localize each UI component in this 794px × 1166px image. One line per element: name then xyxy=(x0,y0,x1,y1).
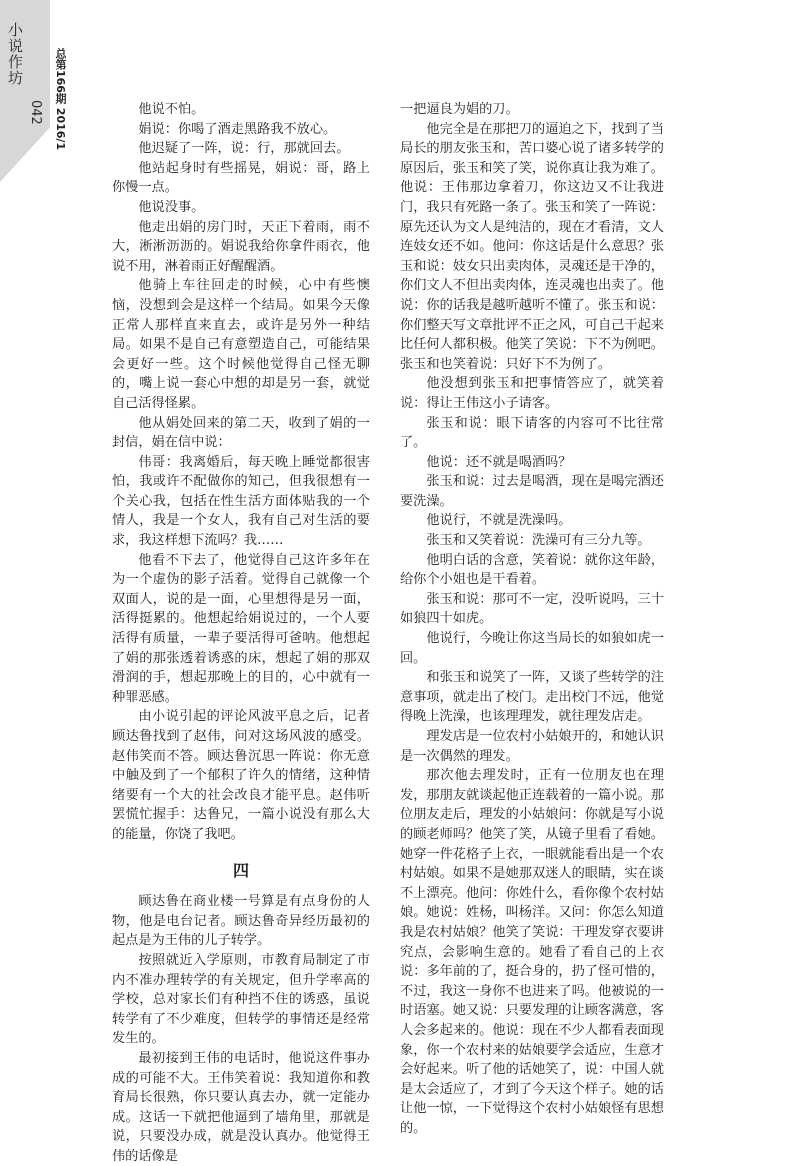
left-column xyxy=(112,100,370,1166)
paragraph: 他看不下去了，他觉得自己这许多年在为一个虚伪的影子活着。觉得自己就像一个双面人，说的是一面，心里想得是另一面，活得挺累的。他想起给娟说过的，一个人要活得有质量，一辈子要活得可爸呐。他想起了娟的那张透着诱惑的床，想起了娟的那双滑润的手，想起那晚上的目的，心中就有一种罪恶感。 xyxy=(112,552,370,705)
paragraph: 张玉和又笑着说：洗澡可有三分九等。 xyxy=(426,533,651,549)
paragraph: 他走出娟的房门时，天正下着雨，雨不大，淅淅沥沥的。娟说我给你拿件雨衣，他说不用，淋着雨正好醒醒酒。 xyxy=(112,219,370,274)
paragraph: 他说行，今晚让你这当局长的如狼如虎一回。 xyxy=(400,631,664,666)
paragraph: 一把逼良为娼的刀。 xyxy=(400,102,519,117)
paragraph: 理发店是一位农村小姑娘开的，和她认识是一次偶然的理发。 xyxy=(400,729,664,764)
paragraph: 他明白话的含意，笑着说：就你这年龄，给你个小姐也是干看着。 xyxy=(400,552,664,588)
section-heading: 四 xyxy=(232,860,249,880)
paragraph: 娟说：你喝了酒走黑路我不放心。 xyxy=(138,121,337,137)
paragraph: 按照就近入学原则，市教育局制定了市内不准办理转学的有关规定，但升学率高的学校，总对家长们有种挡不住的诱惑，虽说转学有了不少难度，但转学的事情还是经常发生的。 xyxy=(112,952,370,1047)
paragraph: 他说：还不就是喝酒吗？ xyxy=(426,454,572,470)
right-column xyxy=(400,100,664,1138)
paragraph: 由小说引起的评论风波平息之后，记者顾达鲁找到了赵伟，问对这场风波的感受。赵伟笑而不答。顾达鲁沉思一阵说：你无意中触及到了一个郁积了许久的情绪，这种情绪要有一个大的社会改良才能平息。赵伟听罢慌忙握手：达鲁兄，一篇小说没有那么大的能量，你饶了我吧。 xyxy=(112,709,370,842)
right-column-text xyxy=(400,100,664,1138)
paragraph: 顾达鲁在商业楼一号算是有点身份的人物，他是电台记者。顾达鲁奇异经历最初的起点是为王伟的儿子转学。 xyxy=(112,894,370,949)
paragraph: 最初接到王伟的电话时，他说这件事办成的可能不大。王伟笑着说：我知道你和教育局长很熟，你只要认真去办，就一定能办成。这话一下就把他逼到了墙角里，那就是说，只要没办成，就是没认真办。他觉得王伟的话像是 xyxy=(112,1050,370,1164)
page-number: 042 xyxy=(28,100,43,125)
paragraph: 那次他去理发时，正有一位朋友也在理发，那朋友就谈起他正连载着的一篇小说。那位朋友走后，理发的小姑娘问：你就是写小说的顾老师吗？他笑了笑，从镜子里看了看她。她穿一件花格子上衣，一眼就能看出是一个农村姑娘。如果不是她那双迷人的眼睛，实在谈不上漂亮。他问：你姓什么，看你像个农村姑娘。她说：姓杨，叫杨洋。又问：你怎么知道我是农村姑娘？他笑了笑说：干理发穿衣要讲究点，会影响生意的。她看了看自己的上衣说：多年前的了，挺合身的，扔了怪可惜的，不过，我这一身你不也进来了吗。他被说的一时语塞。她又说：只要发理的让顾客满意，客人会多起来的。他说：现在不少人都看表面现象，你一个农村来的姑娘要学会适应，生意才会好起来。听了他的话她笑了，说：中国人就是太会适应了，才到了今天这个样子。她的话让他一惊，一下觉得这个农村小姑娘怪有思想的。 xyxy=(400,768,664,1136)
paragraph: 张玉和说：那可不一定，没听说吗，三十如狼四十如虎。 xyxy=(400,591,664,627)
paragraph: 和张玉和说笑了一阵，又谈了些转学的注意事项，就走出了校门。走出校门不远，他觉得晚上洗澡，也该理理发，就往理发店走。 xyxy=(400,670,664,725)
left-column-top-text xyxy=(112,100,370,845)
paragraph: 他从娟处回来的第二天，收到了娟的一封信，娟在信中说： xyxy=(112,415,370,451)
section-title-vertical: 小说作坊 xyxy=(6,22,24,86)
paragraph: 他说行，不就是洗澡吗。 xyxy=(426,513,572,529)
issue-label: 总第166期 2016/1 xyxy=(54,48,67,151)
paragraph: 他说不怕。 xyxy=(138,102,205,117)
left-column-bottom-text xyxy=(112,892,370,1166)
paragraph: 他没想到张玉和把事情答应了，就笑着说：得让王伟这小子请客。 xyxy=(400,376,664,411)
paragraph: 他站起身时有些摇晃，娟说：哥，路上你慢一点。 xyxy=(112,160,370,196)
paragraph: 他完全是在那把刀的逼迫之下，找到了当局长的朋友张玉和，苦口婆心说了诸多转学的原因后，张玉和笑了笑，说你真让我为难了。他说：王伟那边拿着刀，你这边又不让我进门，我只有死路一条了。张玉和笑了一阵说：原先还认为文人是纯洁的，现在才看清，文人连妓女还不如。他问：你这话是什么意思？张玉和说：妓女只出卖肉体，灵魂还是干净的，你们文人不但出卖肉体，连灵魂也出卖了。他说：你的话我是越听越听不懂了。张玉和说：你们整天写文章批评不正之风，可自己干起来比任何人都积极。他笑了笑说：下不为例吧。张玉和也笑着说：只好下不为例了。 xyxy=(400,121,664,372)
paragraph: 他骑上车往回走的时候，心中有些懊恼，没想到会是这样一个结局。如果今天像正常人那样直来直去，或许是另外一种结局。如果不是自己有意塑造自己，可能结果会更好一些。这个时候他觉得自己怪无聊的，嘴上说一套心中想的却是另一套，就觉自己活得怪累。 xyxy=(112,278,370,411)
paragraph: 他说没事。 xyxy=(138,199,205,215)
paragraph: 伟哥：我离婚后，每天晚上睡觉都很害怕，我或许不配做你的知己，但我很想有一个关心我，包括在性生活方面体贴我的一个情人，我是一个女人，我有自己对生活的要求，我这样想下流吗？我…… xyxy=(112,454,370,549)
paragraph: 张玉和说：眼下请客的内容可不比往常了。 xyxy=(400,415,664,451)
paragraph: 张玉和说：过去是喝酒，现在是喝完酒还要洗澡。 xyxy=(400,474,664,509)
paragraph: 他迟疑了一阵，说：行，那就回去。 xyxy=(138,141,350,157)
